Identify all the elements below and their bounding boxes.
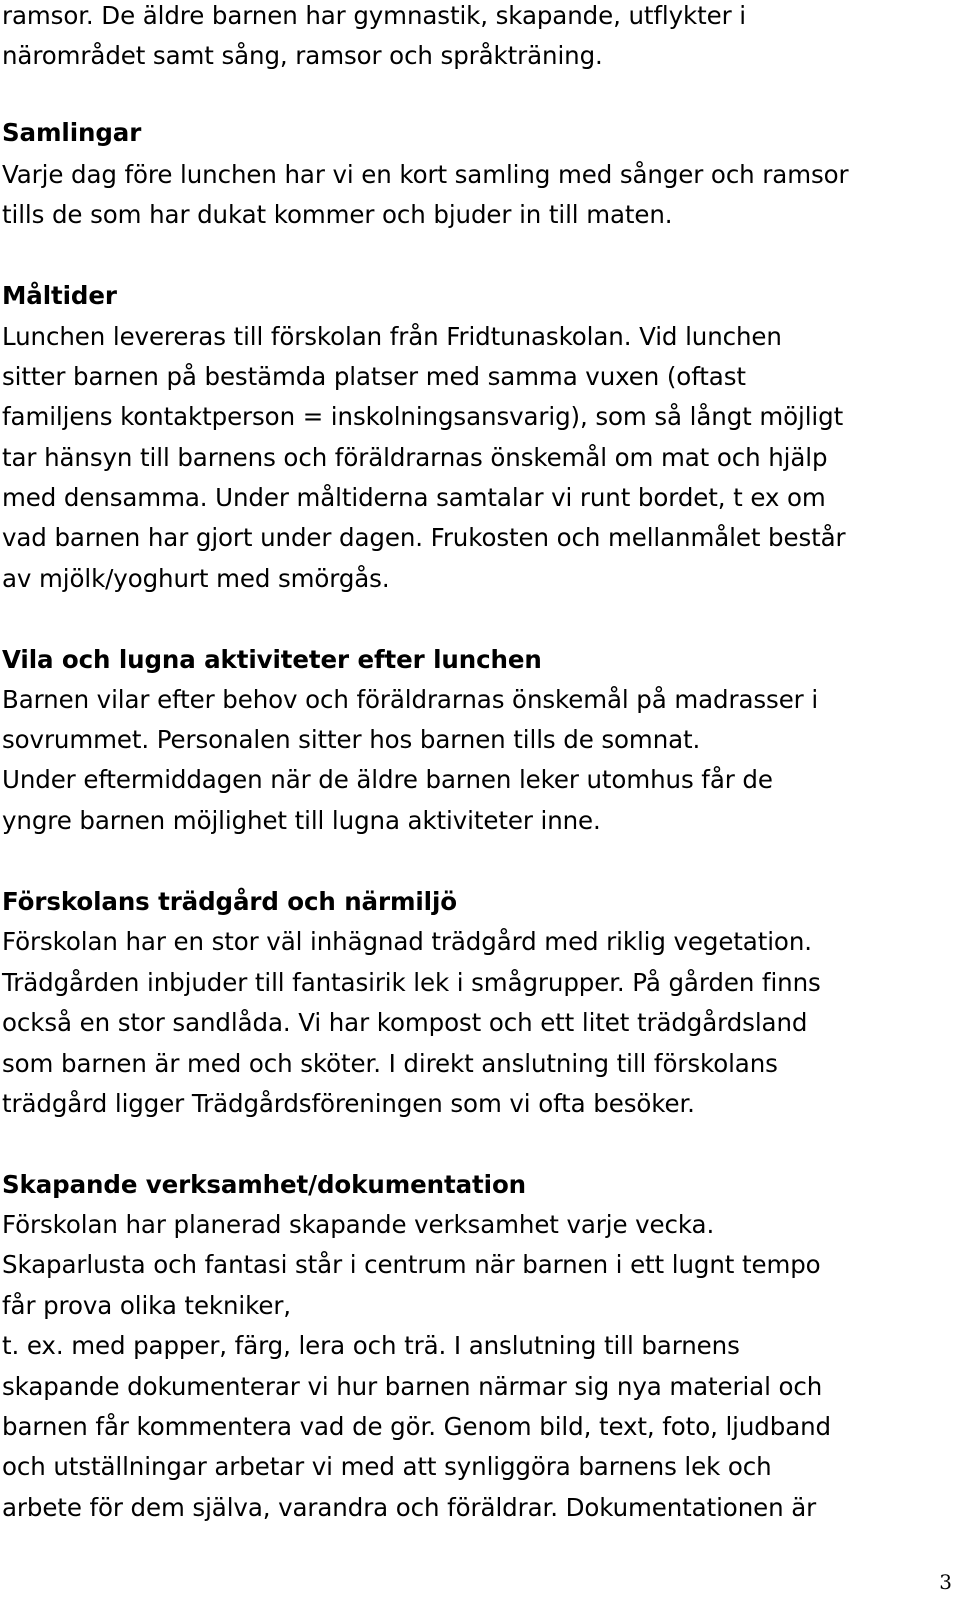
paragraph-line: Under eftermiddagen när de äldre barnen leker utomhus får de (2, 765, 773, 794)
paragraph-line: t. ex. med papper, färg, lera och trä. I anslutning till barnens (2, 1331, 740, 1360)
paragraph-line: trädgård ligger Trädgårdsföreningen som vi ofta besöker. (2, 1089, 695, 1118)
page-number: 3 (939, 1570, 952, 1594)
paragraph-line: som barnen är med och sköter. I direkt anslutning till förskolans (2, 1049, 778, 1078)
paragraph-line: sitter barnen på bestämda platser med samma vuxen (oftast (2, 362, 746, 391)
intro-line: ramsor. De äldre barnen har gymnastik, skapande, utflykter i (2, 1, 746, 30)
paragraph-line: Barnen vilar efter behov och föräldrarnas önskemål på madrasser i (2, 685, 819, 714)
paragraph-line: Skaparlusta och fantasi står i centrum när barnen i ett lugnt tempo (2, 1250, 821, 1279)
paragraph-line: tar hänsyn till barnens och föräldrarnas önskemål om mat och hjälp (2, 443, 828, 472)
paragraph-line: skapande dokumenterar vi hur barnen närmar sig nya material och (2, 1372, 823, 1401)
paragraph-line: vad barnen har gjort under dagen. Frukosten och mellanmålet består (2, 523, 846, 552)
paragraph-line: Trädgården inbjuder till fantasirik lek i smågrupper. På gården finns (2, 968, 821, 997)
paragraph-line: barnen får kommentera vad de gör. Genom bild, text, foto, ljudband (2, 1412, 831, 1441)
paragraph-line: och utställningar arbetar vi med att synliggöra barnens lek och (2, 1452, 772, 1481)
section-heading-skapande: Skapande verksamhet/dokumentation (2, 1170, 527, 1199)
section-heading-tradgard: Förskolans trädgård och närmiljö (2, 887, 458, 916)
paragraph-line: också en stor sandlåda. Vi har kompost och ett litet trädgårdsland (2, 1008, 808, 1037)
paragraph-line: Förskolan har planerad skapande verksamhet varje vecka. (2, 1210, 715, 1239)
paragraph-line: tills de som har dukat kommer och bjuder in till maten. (2, 200, 673, 229)
section-heading-samlingar: Samlingar (2, 118, 142, 147)
paragraph-line: yngre barnen möjlighet till lugna aktiviteter inne. (2, 806, 601, 835)
paragraph-line: får prova olika tekniker, (2, 1291, 291, 1320)
paragraph-line: familjens kontaktperson = inskolningsansvarig), som så långt möjligt (2, 402, 844, 431)
paragraph-line: sovrummet. Personalen sitter hos barnen tills de somnat. (2, 725, 701, 754)
paragraph-line: av mjölk/yoghurt med smörgås. (2, 564, 390, 593)
paragraph-line: Varje dag före lunchen har vi en kort samling med sånger och ramsor (2, 160, 849, 189)
section-heading-maltider: Måltider (2, 281, 117, 310)
paragraph-line: Lunchen levereras till förskolan från Fridtunaskolan. Vid lunchen (2, 322, 782, 351)
paragraph-line: arbete för dem själva, varandra och föräldrar. Dokumentationen är (2, 1493, 817, 1522)
section-heading-vila: Vila och lugna aktiviteter efter lunchen (2, 645, 542, 674)
paragraph-line: Förskolan har en stor väl inhägnad trädgård med riklig vegetation. (2, 927, 812, 956)
paragraph-line: med densamma. Under måltiderna samtalar vi runt bordet, t ex om (2, 483, 826, 512)
intro-line: närområdet samt sång, ramsor och språkträning. (2, 41, 603, 70)
